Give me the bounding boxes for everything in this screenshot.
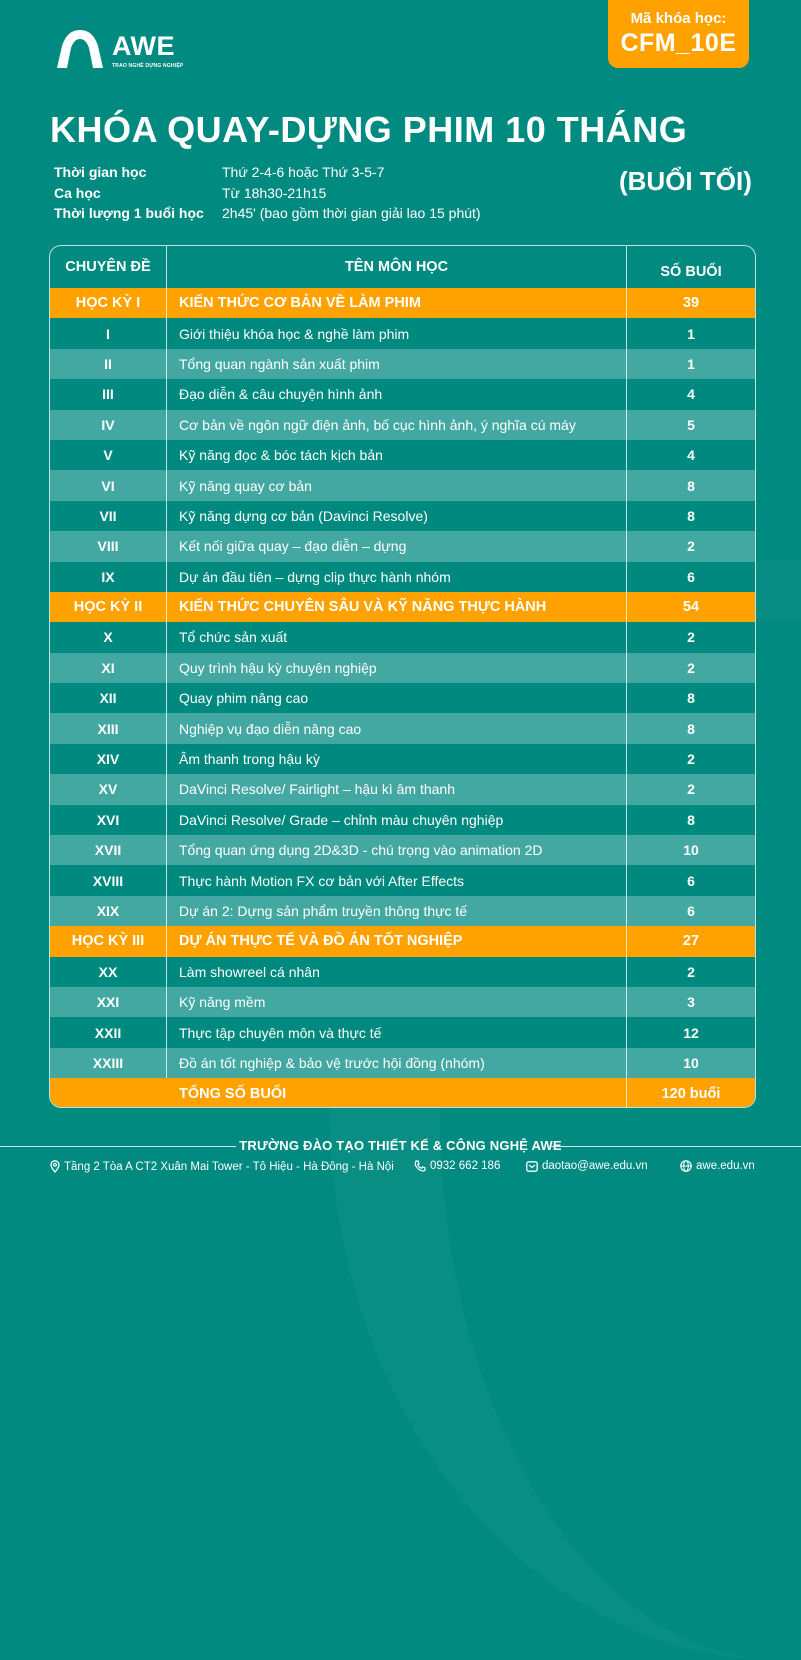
footer-phone[interactable] bbox=[414, 1160, 500, 1172]
subject-name: Kết nối giữa quay – đạo diễn – dựng bbox=[167, 531, 627, 561]
session-count: 3 bbox=[687, 994, 695, 1011]
arch-logo-icon bbox=[55, 28, 105, 68]
topic-code: I bbox=[50, 318, 167, 348]
table-row bbox=[50, 744, 755, 774]
session-count: 2 bbox=[687, 781, 695, 798]
map-pin-icon bbox=[50, 1160, 60, 1173]
footer-email[interactable] bbox=[526, 1160, 648, 1172]
info-key: Thời lượng 1 buổi học bbox=[54, 205, 204, 221]
schedule-info bbox=[54, 162, 481, 224]
subject-name: Dự án 2: Dựng sản phẩm truyền thông thực tế bbox=[167, 896, 627, 926]
subject-name: Âm thanh trong hậu kỳ bbox=[167, 744, 627, 774]
table-row bbox=[50, 987, 755, 1017]
topic-code: HỌC KỲ III bbox=[50, 926, 167, 956]
session-count: 2 bbox=[687, 751, 695, 768]
session-count: 8 bbox=[687, 811, 695, 828]
topic-code: X bbox=[50, 622, 167, 652]
table-row bbox=[50, 653, 755, 683]
table-row bbox=[50, 379, 755, 409]
subject-name: Quay phim nâng cao bbox=[167, 683, 627, 713]
subject-name: Kỹ năng quay cơ bản bbox=[167, 470, 627, 500]
subject-name: Thực tập chuyên môn và thực tế bbox=[167, 1017, 627, 1047]
table-row bbox=[50, 622, 755, 652]
table-header bbox=[50, 246, 755, 288]
header-topic: CHUYÊN ĐỀ bbox=[50, 246, 167, 288]
info-key: Ca học bbox=[54, 184, 101, 201]
page-title: KHÓA QUAY-DỰNG PHIM 10 THÁNG bbox=[50, 109, 688, 150]
subject-name: DỰ ÁN THỰC TẾ VÀ ĐỒ ÁN TỐT NGHIỆP bbox=[167, 926, 627, 956]
subject-name: Tổng quan ứng dụng 2D&3D - chú trọng vào animation 2D bbox=[167, 835, 627, 865]
header-sessions: SỐ BUỔI bbox=[660, 264, 722, 280]
address-text: Tầng 2 Tòa A CT2 Xuân Mai Tower - Tô Hiệu - Hà Đông - Hà Nội bbox=[64, 1160, 394, 1173]
email-text: daotao@awe.edu.vn bbox=[542, 1160, 648, 1172]
table-row bbox=[50, 1048, 755, 1078]
topic-code: XIX bbox=[50, 896, 167, 926]
table-row bbox=[50, 349, 755, 379]
topic-code: IX bbox=[50, 562, 167, 592]
table-row bbox=[50, 774, 755, 804]
mail-icon bbox=[526, 1161, 538, 1172]
semester-row bbox=[50, 926, 755, 956]
info-key: Thời gian học bbox=[54, 164, 147, 180]
table-row bbox=[50, 957, 755, 987]
session-count: 1 bbox=[687, 325, 695, 342]
topic-code: XX bbox=[50, 957, 167, 987]
session-count: 54 bbox=[682, 599, 700, 616]
session-count: 2 bbox=[687, 963, 695, 980]
session-count: 39 bbox=[682, 295, 700, 312]
table-row bbox=[50, 440, 755, 470]
topic-code: XVIII bbox=[50, 865, 167, 895]
subject-name: Kỹ năng dựng cơ bản (Davinci Resolve) bbox=[167, 501, 627, 531]
session-count: 8 bbox=[687, 477, 695, 494]
course-code-value: CFM_10E bbox=[620, 29, 737, 57]
info-row-study-time bbox=[54, 162, 481, 183]
website-text: awe.edu.vn bbox=[696, 1160, 755, 1172]
total-spacer bbox=[50, 1078, 167, 1108]
semester-row bbox=[50, 288, 755, 318]
session-count: 5 bbox=[687, 416, 695, 433]
subject-name: Đồ án tốt nghiệp & bảo vệ trước hội đồng (nhóm) bbox=[167, 1048, 627, 1078]
session-count: 6 bbox=[687, 903, 695, 919]
info-value: Từ 18h30-21h15 bbox=[222, 184, 327, 201]
table-total-row bbox=[50, 1078, 755, 1108]
topic-code: XXIII bbox=[50, 1048, 167, 1078]
topic-code: VIII bbox=[50, 531, 167, 561]
footer-website[interactable] bbox=[680, 1160, 755, 1172]
subject-name: Làm showreel cá nhân bbox=[167, 957, 627, 987]
table-row bbox=[50, 410, 755, 440]
topic-code: XIII bbox=[50, 713, 167, 743]
globe-icon bbox=[680, 1160, 692, 1172]
session-count: 2 bbox=[687, 659, 695, 676]
header-subject-name: TÊN MÔN HỌC bbox=[167, 246, 627, 288]
session-count: 1 bbox=[687, 355, 695, 372]
session-count: 8 bbox=[687, 507, 695, 524]
phone-icon bbox=[414, 1160, 426, 1172]
subject-name: KIẾN THỨC CƠ BẢN VỀ LÀM PHIM bbox=[167, 288, 627, 318]
subject-name: Thực hành Motion FX cơ bản với After Effects bbox=[167, 865, 627, 895]
table-body bbox=[50, 288, 755, 1078]
info-row-duration bbox=[54, 203, 481, 224]
table-row bbox=[50, 835, 755, 865]
page-subtitle: (BUỔI TỐI) bbox=[619, 166, 752, 196]
logo-text: AWE bbox=[112, 31, 176, 61]
topic-code: XV bbox=[50, 774, 167, 804]
topic-code: V bbox=[50, 440, 167, 470]
curriculum-table bbox=[49, 245, 756, 1108]
topic-code: VII bbox=[50, 501, 167, 531]
topic-code: HỌC KỲ II bbox=[50, 592, 167, 622]
table-row bbox=[50, 683, 755, 713]
topic-code: II bbox=[50, 349, 167, 379]
topic-code: XII bbox=[50, 683, 167, 713]
course-code-badge bbox=[608, 0, 749, 68]
table-row bbox=[50, 713, 755, 743]
topic-code: HỌC KỲ I bbox=[50, 288, 167, 318]
table-row bbox=[50, 562, 755, 592]
table-row bbox=[50, 1017, 755, 1047]
footer-address bbox=[50, 1160, 394, 1173]
table-row bbox=[50, 805, 755, 835]
info-row-shift bbox=[54, 183, 481, 204]
subject-name: Giới thiệu khóa học & nghề làm phim bbox=[167, 318, 627, 348]
phone-text: 0932 662 186 bbox=[430, 1160, 501, 1172]
info-value: 2h45' (bao gồm thời gian giải lao 15 phút) bbox=[222, 205, 481, 221]
session-count: 8 bbox=[687, 690, 695, 707]
session-count: 27 bbox=[682, 933, 700, 950]
subject-name: Kỹ năng đọc & bóc tách kịch bản bbox=[167, 440, 627, 470]
subject-name: Tổ chức sản xuất bbox=[167, 622, 627, 652]
session-count: 4 bbox=[687, 386, 695, 403]
subject-name: DaVinci Resolve/ Grade – chỉnh màu chuyên nghiệp bbox=[167, 805, 627, 835]
subject-name: Nghiệp vụ đạo diễn nâng cao bbox=[167, 713, 627, 743]
table-row bbox=[50, 865, 755, 895]
session-count: 12 bbox=[683, 1024, 699, 1041]
subject-name: Cơ bản về ngôn ngữ điện ảnh, bố cục hình ảnh, ý nghĩa cú máy bbox=[167, 410, 627, 440]
table-row bbox=[50, 501, 755, 531]
table-row bbox=[50, 470, 755, 500]
topic-code: XXI bbox=[50, 987, 167, 1017]
table-row bbox=[50, 896, 755, 926]
footer-school-name: TRƯỜNG ĐÀO TẠO THIẾT KẾ & CÔNG NGHỆ AWE bbox=[239, 1138, 562, 1153]
session-count: 6 bbox=[687, 872, 695, 889]
table-row bbox=[50, 318, 755, 348]
total-label: TỔNG SỐ BUỔI bbox=[167, 1078, 627, 1108]
table-row bbox=[50, 531, 755, 561]
topic-code: XI bbox=[50, 653, 167, 683]
subject-name: DaVinci Resolve/ Fairlight – hậu kì âm thanh bbox=[167, 774, 627, 804]
subject-name: Quy trình hậu kỳ chuyên nghiệp bbox=[167, 653, 627, 683]
session-count: 4 bbox=[687, 447, 695, 464]
subject-name: Đạo diễn & câu chuyện hình ảnh bbox=[167, 379, 627, 409]
topic-code: XXII bbox=[50, 1017, 167, 1047]
total-sessions: 120 buổi bbox=[661, 1085, 721, 1102]
topic-code: XVII bbox=[50, 835, 167, 865]
topic-code: XIV bbox=[50, 744, 167, 774]
semester-row bbox=[50, 592, 755, 622]
session-count: 6 bbox=[687, 568, 695, 585]
session-count: 10 bbox=[683, 842, 699, 859]
topic-code: VI bbox=[50, 470, 167, 500]
session-count: 10 bbox=[683, 1054, 699, 1071]
subject-name: KIẾN THỨC CHUYÊN SÂU VÀ KỸ NĂNG THỰC HÀNH bbox=[167, 592, 627, 622]
subject-name: Tổng quan ngành sản xuất phim bbox=[167, 349, 627, 379]
subject-name: Dự án đầu tiên – dựng clip thực hành nhóm bbox=[167, 562, 627, 592]
session-count: 2 bbox=[687, 538, 695, 555]
topic-code: III bbox=[50, 379, 167, 409]
session-count: 2 bbox=[687, 629, 695, 646]
topic-code: IV bbox=[50, 410, 167, 440]
subject-name: Kỹ năng mềm bbox=[167, 987, 627, 1017]
awe-logo bbox=[55, 28, 185, 70]
info-value: Thứ 2-4-6 hoặc Thứ 3-5-7 bbox=[222, 164, 385, 180]
logo-tagline: TRAO NGHỀ DỰNG NGHIỆP bbox=[112, 63, 184, 69]
session-count: 8 bbox=[687, 720, 695, 737]
course-code-label: Mã khóa học: bbox=[630, 10, 727, 27]
topic-code: XVI bbox=[50, 805, 167, 835]
